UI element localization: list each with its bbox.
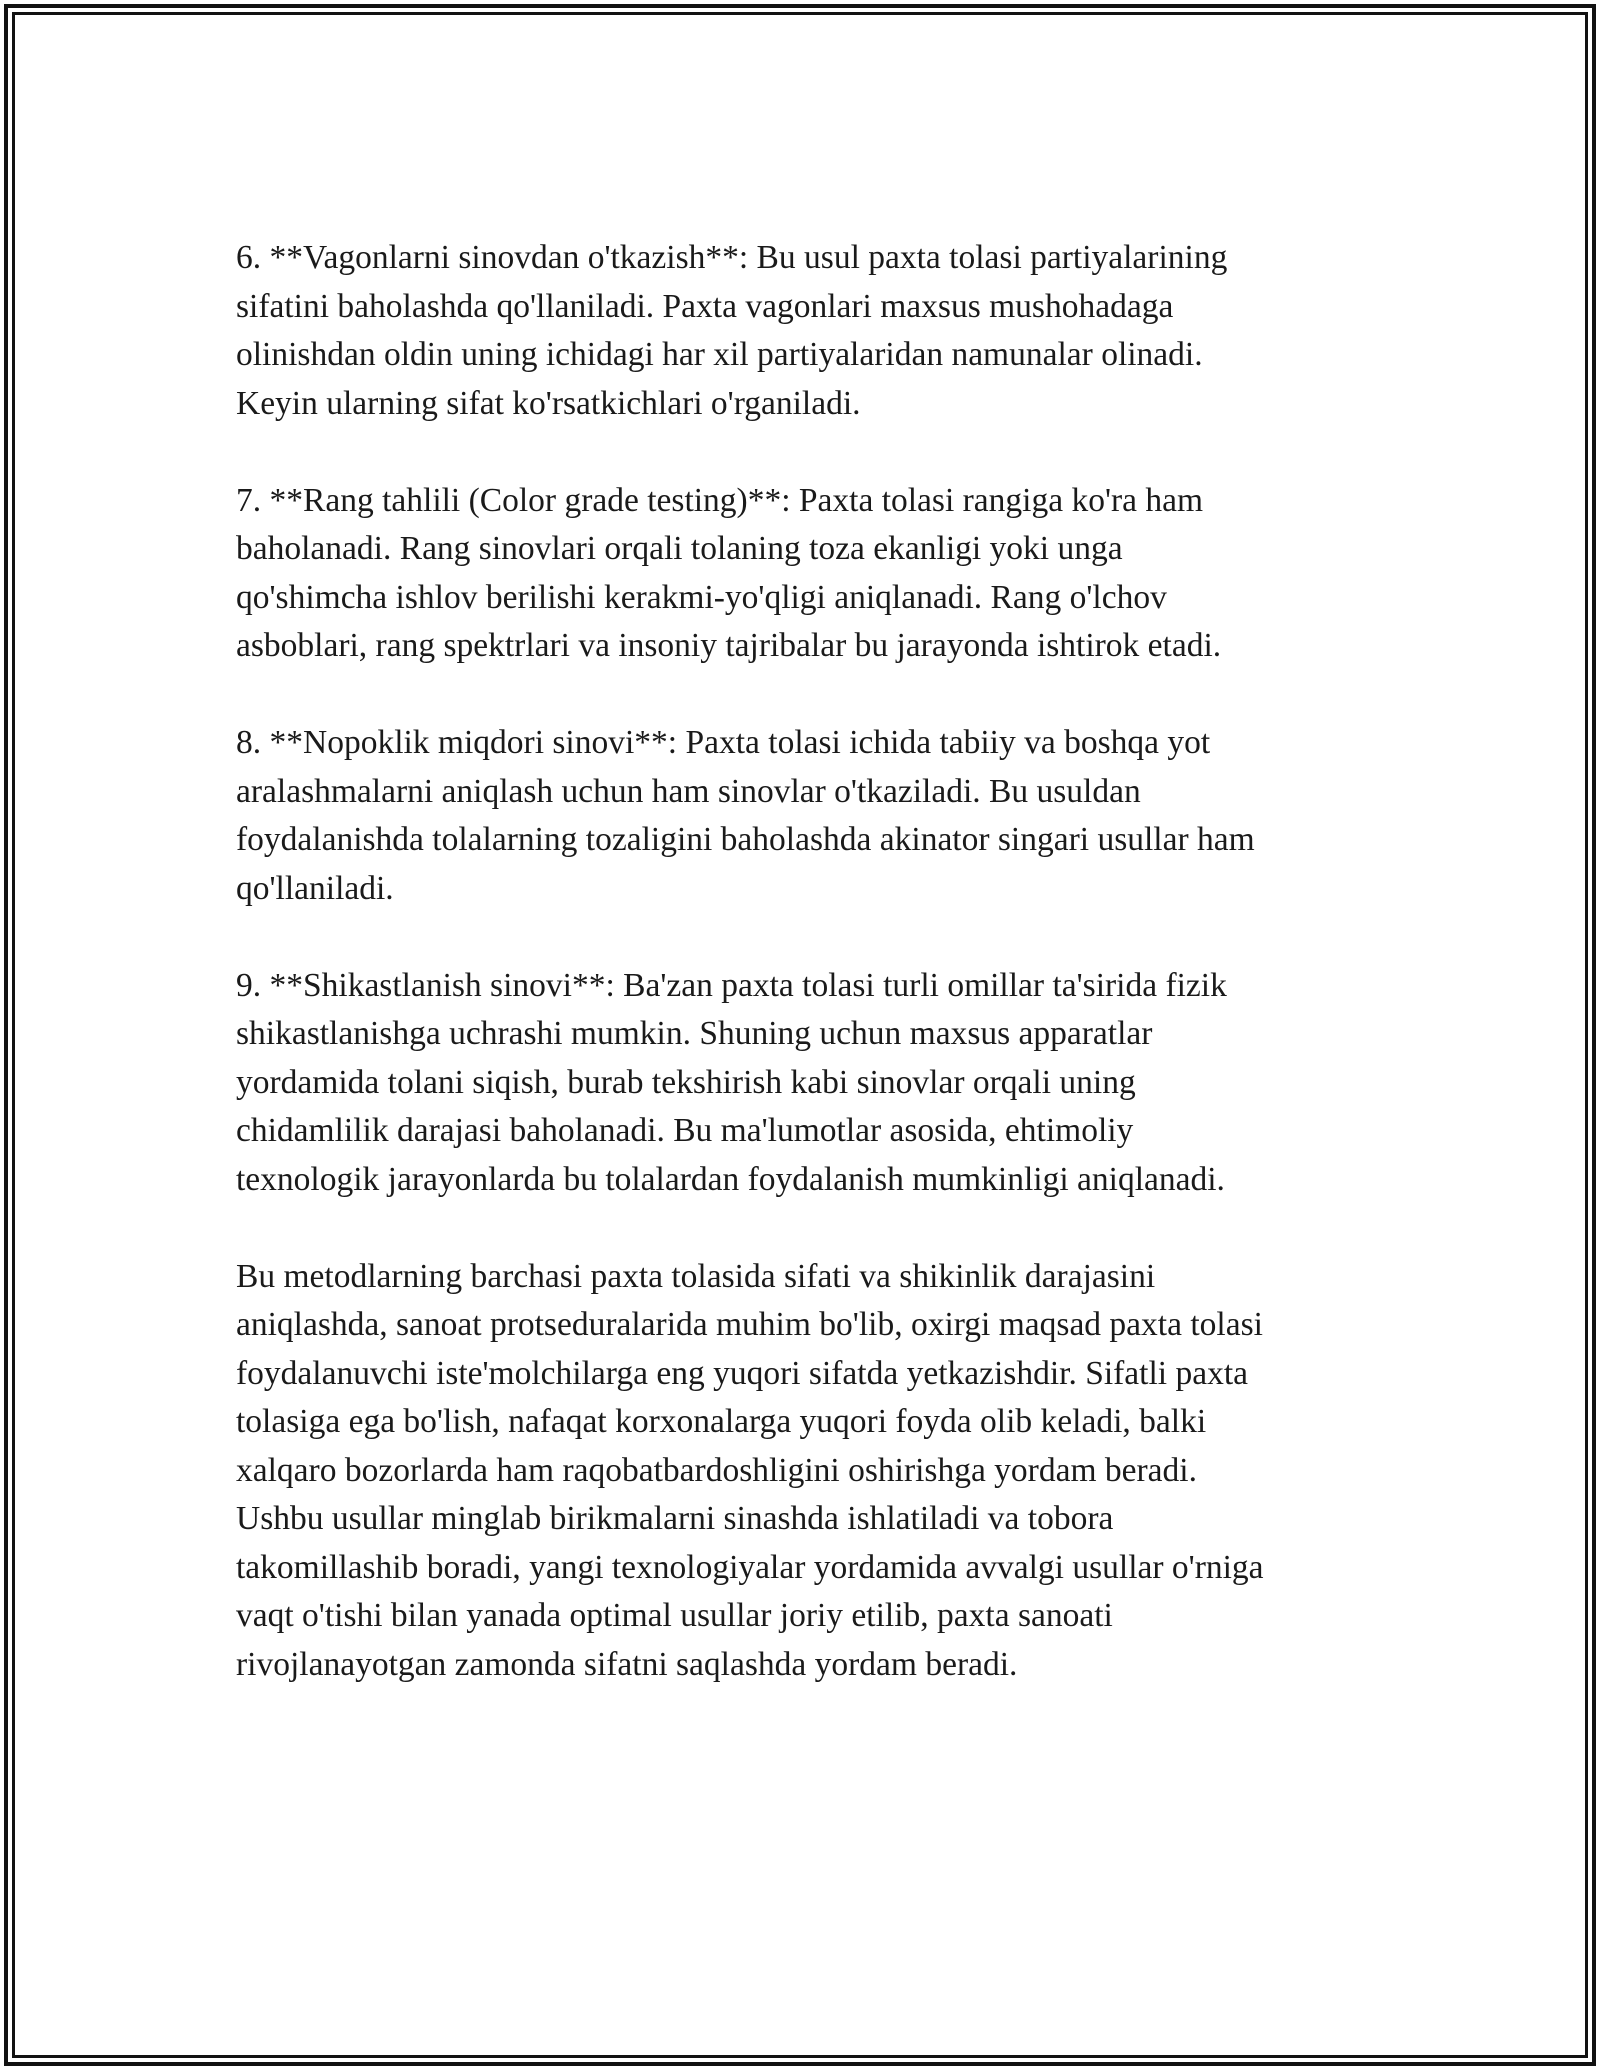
text-line: 7. **Rang tahlili (Color grade testing)**: Paxta tolasi rangiga ko'ra ham bbox=[236, 481, 1204, 519]
text-line: foydalanishda tolalarning tozaligini baholashda akinator singari usullar ham bbox=[236, 821, 1255, 858]
text-line: baholanadi. Rang sinovlari orqali tolaning toza ekanligi yoki unga bbox=[236, 530, 1123, 567]
paragraph-item-7 bbox=[236, 477, 1376, 671]
text-line: asboblari, rang spektrlari va insoniy tajribalar bu jarayonda ishtirok etadi. bbox=[236, 627, 1222, 664]
text-line: Keyin ularning sifat ko'rsatkichlari o'rganiladi. bbox=[236, 384, 861, 422]
text-line: aniqlashda, sanoat protseduralarida muhim bo'lib, oxirgi maqsad paxta tolasi bbox=[236, 1306, 1263, 1343]
text-line: tolasiga ega bo'lish, nafaqat korxonalarga yuqori foyda olib keladi, balki bbox=[236, 1403, 1207, 1440]
text-line: Bu metodlarning barchasi paxta tolasida sifati va shikinlik darajasini bbox=[236, 1257, 1156, 1295]
paragraph-item-8 bbox=[236, 719, 1376, 913]
paragraph-conclusion bbox=[236, 1253, 1376, 1690]
text-line: qo'shimcha ishlov berilishi kerakmi-yo'qligi aniqlanadi. Rang o'lchov bbox=[236, 578, 1167, 616]
text-line: 8. **Nopoklik miqdori sinovi**: Paxta tolasi ichida tabiiy va boshqa yot bbox=[236, 724, 1211, 761]
text-line: sifatini baholashda qo'llaniladi. Paxta vagonlari maxsus mushohadaga bbox=[236, 287, 1174, 325]
document-body bbox=[236, 234, 1376, 1738]
text-line: 6. **Vagonlarni sinovdan o'tkazish**: Bu usul paxta tolasi partiyalarining bbox=[236, 239, 1228, 276]
text-line: Ushbu usullar minglab birikmalarni sinashda ishlatiladi va tobora bbox=[236, 1500, 1114, 1537]
text-line: vaqt o'tishi bilan yanada optimal usullar joriy etilib, paxta sanoati bbox=[236, 1597, 1113, 1634]
paragraph-item-9 bbox=[236, 962, 1376, 1205]
text-line: foydalanuvchi iste'molchilarga eng yuqori sifatda yetkazishdir. Sifatli paxta bbox=[236, 1354, 1249, 1392]
paragraph-item-6 bbox=[236, 234, 1376, 428]
text-line: texnologik jarayonlarda bu tolalardan foydalanish mumkinligi aniqlanadi. bbox=[236, 1160, 1225, 1198]
text-line: xalqaro bozorlarda ham raqobatbardoshligini oshirishga yordam beradi. bbox=[236, 1451, 1197, 1489]
text-line: rivojlanayotgan zamonda sifatni saqlashda yordam beradi. bbox=[236, 1645, 1018, 1683]
text-line: takomillashib boradi, yangi texnologiyalar yordamida avvalgi usullar o'rniga bbox=[236, 1548, 1264, 1586]
text-line: aralashmalarni aniqlash uchun ham sinovlar o'tkaziladi. Bu usuldan bbox=[236, 772, 1141, 810]
text-line: shikastlanishga uchrashi mumkin. Shuning uchun maxsus apparatlar bbox=[236, 1015, 1153, 1052]
text-line: olinishdan oldin uning ichidagi har xil partiyalaridan namunalar olinadi. bbox=[236, 336, 1203, 373]
text-line: 9. **Shikastlanish sinovi**: Ba'zan paxta tolasi turli omillar ta'sirida fizik bbox=[236, 966, 1227, 1004]
text-line: qo'llaniladi. bbox=[236, 869, 394, 907]
text-line: yordamida tolani siqish, burab tekshirish kabi sinovlar orqali uning bbox=[236, 1063, 1136, 1101]
text-line: chidamlilik darajasi baholanadi. Bu ma'lumotlar asosida, ehtimoliy bbox=[236, 1112, 1134, 1149]
